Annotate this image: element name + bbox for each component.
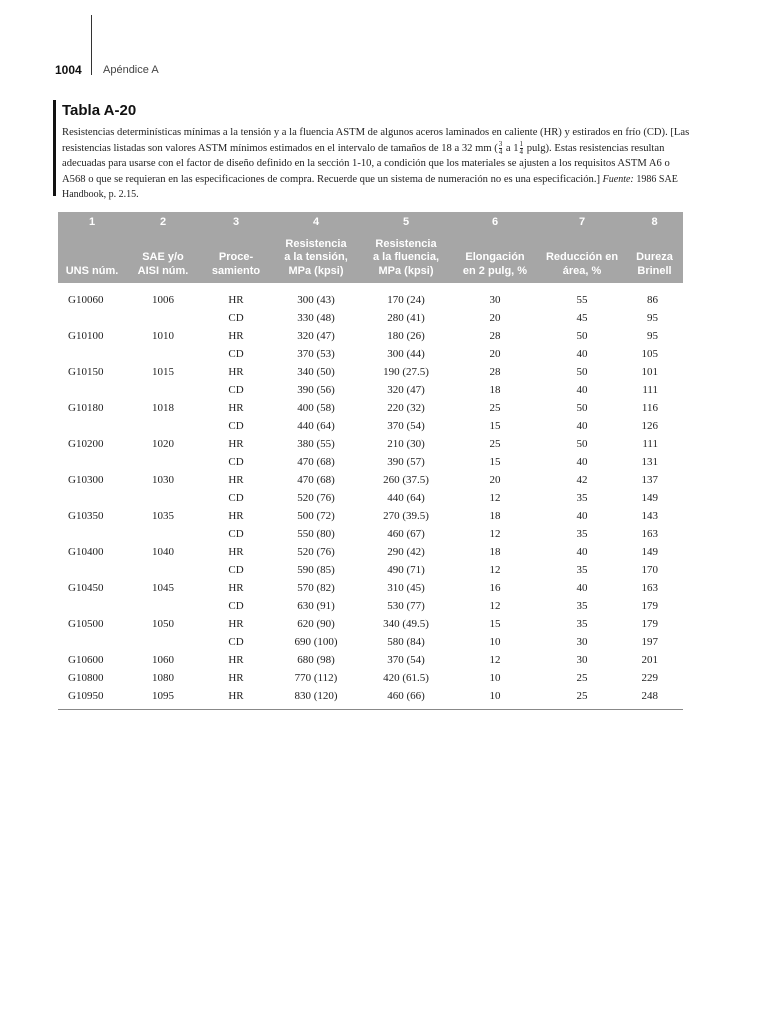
column-header	[126, 232, 200, 283]
table-cell: 20	[489, 312, 501, 324]
table-row	[58, 507, 683, 525]
column-header-line: Resistencia	[285, 237, 347, 250]
table-cell: CD	[228, 384, 244, 396]
table-cell: 320 (47)	[297, 330, 335, 342]
table-cell: 131	[641, 456, 658, 468]
column-header-line: a la tensión,	[284, 251, 348, 263]
table-cell: 370 (54)	[387, 654, 425, 666]
table-cell: 620 (90)	[297, 618, 335, 630]
table-cell: 570 (82)	[297, 582, 335, 594]
table-cell: 1040	[152, 546, 174, 558]
table-row	[58, 561, 683, 579]
column-number: 8	[626, 212, 683, 232]
column-number-row	[58, 212, 683, 232]
table-cell: 15	[489, 456, 501, 468]
table-cell: 40	[576, 348, 588, 360]
table-cell	[58, 417, 126, 435]
table-cell: G10180	[68, 402, 104, 414]
table-row	[58, 651, 683, 669]
table-cell: 45	[576, 312, 588, 324]
column-header-line: Brinell	[637, 264, 672, 277]
table-cell: 105	[641, 348, 658, 360]
table-cell: 40	[576, 510, 588, 522]
table-cell	[58, 525, 126, 543]
table-cell: 1030	[152, 474, 174, 486]
table-cell: 1045	[152, 582, 174, 594]
table-cell: 95	[647, 330, 658, 342]
table-cell	[126, 561, 200, 579]
table-cell: CD	[228, 312, 244, 324]
table-row	[58, 687, 683, 705]
table-cell: 180 (26)	[387, 330, 425, 342]
table-cell: HR	[228, 618, 244, 630]
table-cell: 20	[489, 474, 501, 486]
column-header-line: Reducción en	[545, 251, 619, 263]
table-cell: 460 (66)	[387, 690, 425, 702]
column-number: 1	[58, 212, 126, 232]
table-cell: 28	[489, 366, 501, 378]
table-cell: 201	[641, 654, 658, 666]
table-cell: HR	[228, 546, 244, 558]
table-cell: G10350	[68, 510, 104, 522]
table-cell: 280 (41)	[387, 312, 425, 324]
table-cell: 149	[641, 546, 658, 558]
table-row	[58, 471, 683, 489]
table-cell: 40	[576, 582, 588, 594]
table-cell: 15	[489, 420, 501, 432]
table-cell: 390 (57)	[387, 456, 425, 468]
table-cell: 1006	[152, 294, 174, 306]
column-number: 5	[360, 212, 452, 232]
source-text: 1986 SAE Handbook, p. 2.15.	[62, 173, 678, 200]
column-header-row	[58, 232, 683, 283]
table-cell: 179	[641, 618, 658, 630]
table-cell: 580 (84)	[387, 636, 425, 648]
table-cell	[126, 597, 200, 615]
table-cell: 18	[489, 384, 501, 396]
table-cell: 50	[576, 330, 588, 342]
table-cell: 12	[489, 528, 501, 540]
table-cell	[58, 381, 126, 399]
table-cell: 111	[642, 384, 658, 396]
table-cell: 440 (64)	[297, 420, 335, 432]
table-cell: 1035	[152, 510, 174, 522]
table-cell: 116	[641, 402, 658, 414]
table-cell: 1018	[152, 402, 174, 414]
table-cell: 30	[489, 294, 501, 306]
table-cell: 370 (53)	[297, 348, 335, 360]
table-cell: 50	[576, 402, 588, 414]
column-header-line: a la fluencia,	[372, 251, 440, 263]
table-cell: 770 (112)	[294, 672, 338, 684]
table-cell: HR	[228, 366, 244, 378]
table-cell: 35	[576, 618, 588, 630]
table-cell: 50	[576, 438, 588, 450]
table-cell: 330 (48)	[297, 312, 335, 324]
column-header-line: MPa (kpsi)	[378, 264, 434, 277]
table-cell: G10100	[68, 330, 104, 342]
table-cell: 270 (39.5)	[383, 510, 429, 522]
table-row	[58, 597, 683, 615]
table-cell: 179	[641, 600, 658, 612]
table-cell: 400 (58)	[297, 402, 335, 414]
description-text-part2: pulg). Estas resistencias resultan adecuadas para usarse con el factor de diseño definido en la sección 1-10, a condición que los materiales se ajusten a los requisitos ASTM A6 o A568 o que se requieran en las especificaciones de compra. Recuerde que un sistema de numeración no es una especificación.]	[62, 142, 670, 185]
table-cell: 1060	[152, 654, 174, 666]
table-cell: 550 (80)	[297, 528, 335, 540]
table-cell: 12	[489, 654, 501, 666]
table-cell: 340 (49.5)	[383, 618, 429, 630]
table-cell: G10400	[68, 546, 104, 558]
table-cell	[126, 453, 200, 471]
table-cell: CD	[228, 564, 244, 576]
table-cell: CD	[228, 456, 244, 468]
table-cell: HR	[228, 402, 244, 414]
table-cell: 42	[576, 474, 588, 486]
table-cell: G10950	[68, 690, 104, 702]
table-cell: 197	[641, 636, 658, 648]
table-cell: 20	[489, 348, 501, 360]
table-row	[58, 363, 683, 381]
column-header	[626, 232, 683, 283]
table-cell: 170	[641, 564, 658, 576]
table-cell: 170 (24)	[387, 294, 425, 306]
table-cell: 12	[489, 564, 501, 576]
table-row	[58, 525, 683, 543]
column-number: 6	[452, 212, 538, 232]
table-cell: 248	[641, 690, 658, 702]
table-cell: 290 (42)	[387, 546, 425, 558]
table-cell	[58, 597, 126, 615]
column-number: 4	[272, 212, 360, 232]
description-text-mid: a 1	[503, 142, 519, 154]
table-cell: 55	[576, 294, 588, 306]
fraction-one-quarter: $\frac{1}{4}$	[519, 139, 524, 156]
table-cell	[58, 489, 126, 507]
table-cell	[58, 633, 126, 651]
table-cell: 50	[576, 366, 588, 378]
column-header	[360, 232, 452, 283]
source-label: Fuente:	[602, 173, 634, 185]
table-cell: HR	[228, 654, 244, 666]
column-header-line: Resistencia	[375, 237, 437, 250]
table-cell: 830 (120)	[294, 690, 338, 702]
table-cell: 86	[647, 294, 658, 306]
column-number: 2	[126, 212, 200, 232]
table-cell: HR	[228, 582, 244, 594]
table-cell: G10300	[68, 474, 104, 486]
table-cell: 420 (61.5)	[383, 672, 429, 684]
table-cell: 1080	[152, 672, 174, 684]
table-cell: 149	[641, 492, 658, 504]
table-cell: CD	[228, 600, 244, 612]
table-cell	[126, 633, 200, 651]
table-cell: G10200	[68, 438, 104, 450]
table-cell: 35	[576, 528, 588, 540]
table-cell: G10150	[68, 366, 104, 378]
table-cell	[126, 345, 200, 363]
table-cell: 137	[641, 474, 658, 486]
table-cell	[126, 381, 200, 399]
table-cell: 30	[576, 654, 588, 666]
table-title: Tabla A-20	[62, 102, 137, 119]
table-cell: 690 (100)	[294, 636, 338, 648]
table-cell: HR	[228, 672, 244, 684]
table-row	[58, 633, 683, 651]
column-header	[538, 232, 626, 283]
table-cell: 229	[641, 672, 658, 684]
table-row	[58, 489, 683, 507]
column-header-line: en 2 pulg, %	[462, 264, 528, 277]
table-cell: 680 (98)	[297, 654, 335, 666]
table-cell	[126, 489, 200, 507]
table-row	[58, 327, 683, 345]
table-cell: 1010	[152, 330, 174, 342]
table-body	[58, 283, 683, 705]
table-cell	[58, 309, 126, 327]
table-row	[58, 543, 683, 561]
column-header-line: Dureza	[636, 251, 673, 263]
table-cell: 143	[641, 510, 658, 522]
table-cell: 35	[576, 564, 588, 576]
column-header-line: SAE y/o	[142, 251, 184, 263]
table-cell: G10060	[68, 294, 104, 306]
table-cell: 18	[489, 546, 501, 558]
table-cell: CD	[228, 528, 244, 540]
table-cell: G10450	[68, 582, 104, 594]
running-head: Apéndice A	[103, 64, 159, 76]
table-cell: 25	[489, 402, 501, 414]
table-cell: 163	[641, 582, 658, 594]
table-description	[62, 125, 692, 203]
fraction-three-quarters: $\frac{3}{4}$	[498, 139, 503, 156]
table-cell: 300 (43)	[297, 294, 335, 306]
table-cell	[126, 525, 200, 543]
table-bottom-rule	[58, 709, 683, 710]
table-cell: 111	[642, 438, 658, 450]
table-cell: 260 (37.5)	[383, 474, 429, 486]
table-row	[58, 345, 683, 363]
table-cell: 12	[489, 600, 501, 612]
table-cell: 40	[576, 456, 588, 468]
table-cell: 460 (67)	[387, 528, 425, 540]
table-row	[58, 381, 683, 399]
table-cell: 10	[489, 672, 501, 684]
table-cell: 520 (76)	[297, 546, 335, 558]
table-cell: HR	[228, 510, 244, 522]
table-cell: 300 (44)	[387, 348, 425, 360]
table-cell: 390 (56)	[297, 384, 335, 396]
table-cell: HR	[228, 294, 244, 306]
table-cell: HR	[228, 330, 244, 342]
table-cell: 25	[576, 690, 588, 702]
page-number: 1004	[55, 63, 82, 77]
table-cell: G10800	[68, 672, 104, 684]
table-cell: 10	[489, 636, 501, 648]
table-row	[58, 283, 683, 309]
table-cell: 530 (77)	[387, 600, 425, 612]
table-cell: 15	[489, 618, 501, 630]
table-cell: 10	[489, 690, 501, 702]
table-cell: 30	[576, 636, 588, 648]
table-cell: 500 (72)	[297, 510, 335, 522]
table-row	[58, 615, 683, 633]
description-text-part1: Resistencias determinísticas mínimas a la tensión y a la fluencia ASTM de algunos aceros laminados en caliente (HR) y estirados en frío (CD). [Las resistencias listadas son valores ASTM mínimos estimados en el intervalo de tamaños de 18 a 32 mm (	[62, 127, 690, 154]
table-cell: 16	[489, 582, 501, 594]
table-cell: 320 (47)	[387, 384, 425, 396]
table-cell: 163	[641, 528, 658, 540]
table-cell: 220 (32)	[387, 402, 425, 414]
table-cell: 1050	[152, 618, 174, 630]
table-cell: 1095	[152, 690, 174, 702]
table-cell: 1020	[152, 438, 174, 450]
table-cell: 25	[576, 672, 588, 684]
column-number: 3	[200, 212, 272, 232]
table-row	[58, 669, 683, 687]
table-cell: 1015	[152, 366, 174, 378]
table-cell: 40	[576, 420, 588, 432]
header-divider	[91, 15, 92, 75]
column-header	[200, 232, 272, 283]
table-cell: 470 (68)	[297, 456, 335, 468]
table-row	[58, 309, 683, 327]
caption-marker-bar	[53, 100, 56, 196]
table-cell: 520 (76)	[297, 492, 335, 504]
table-cell	[58, 561, 126, 579]
table-cell: CD	[228, 420, 244, 432]
table-cell: 18	[489, 510, 501, 522]
table-cell: 490 (71)	[387, 564, 425, 576]
table-row	[58, 399, 683, 417]
table-row	[58, 453, 683, 471]
column-header-line: AISI núm.	[137, 264, 189, 277]
steel-strength-table	[58, 212, 683, 705]
column-header-line: MPa (kpsi)	[288, 264, 344, 277]
table-cell: 35	[576, 492, 588, 504]
table-cell: 440 (64)	[387, 492, 425, 504]
table-cell	[126, 309, 200, 327]
table-cell: CD	[228, 636, 244, 648]
table-cell: 101	[641, 366, 658, 378]
table-cell: G10600	[68, 654, 104, 666]
column-header-line: samiento	[211, 264, 261, 277]
table-cell: 95	[647, 312, 658, 324]
table-cell: 35	[576, 600, 588, 612]
column-header-line: Elongación	[465, 251, 525, 263]
table-cell: 25	[489, 438, 501, 450]
table-cell: 12	[489, 492, 501, 504]
table-cell: 28	[489, 330, 501, 342]
table-cell	[126, 417, 200, 435]
data-table-container	[58, 212, 683, 710]
table-cell: 210 (30)	[387, 438, 425, 450]
table-cell: HR	[228, 438, 244, 450]
table-cell: CD	[228, 348, 244, 360]
table-cell: 190 (27.5)	[383, 366, 429, 378]
table-cell: G10500	[68, 618, 104, 630]
table-cell: 380 (55)	[297, 438, 335, 450]
column-header-line: UNS núm.	[65, 264, 119, 277]
table-cell: 630 (91)	[297, 600, 335, 612]
table-cell: 590 (85)	[297, 564, 335, 576]
table-cell: 126	[641, 420, 658, 432]
table-row	[58, 435, 683, 453]
column-header	[272, 232, 360, 283]
table-cell	[58, 453, 126, 471]
column-header-line: Proce-	[218, 251, 254, 263]
column-number: 7	[538, 212, 626, 232]
table-cell: 40	[576, 384, 588, 396]
column-header	[58, 232, 126, 283]
table-row	[58, 579, 683, 597]
table-cell	[58, 345, 126, 363]
table-cell: 340 (50)	[297, 366, 335, 378]
table-cell: 310 (45)	[387, 582, 425, 594]
column-header-line: área, %	[562, 264, 602, 277]
table-row	[58, 417, 683, 435]
table-cell: 470 (68)	[297, 474, 335, 486]
table-cell: 40	[576, 546, 588, 558]
table-cell: CD	[228, 492, 244, 504]
table-cell: 370 (54)	[387, 420, 425, 432]
column-header	[452, 232, 538, 283]
table-cell: HR	[228, 474, 244, 486]
table-cell: HR	[228, 690, 244, 702]
